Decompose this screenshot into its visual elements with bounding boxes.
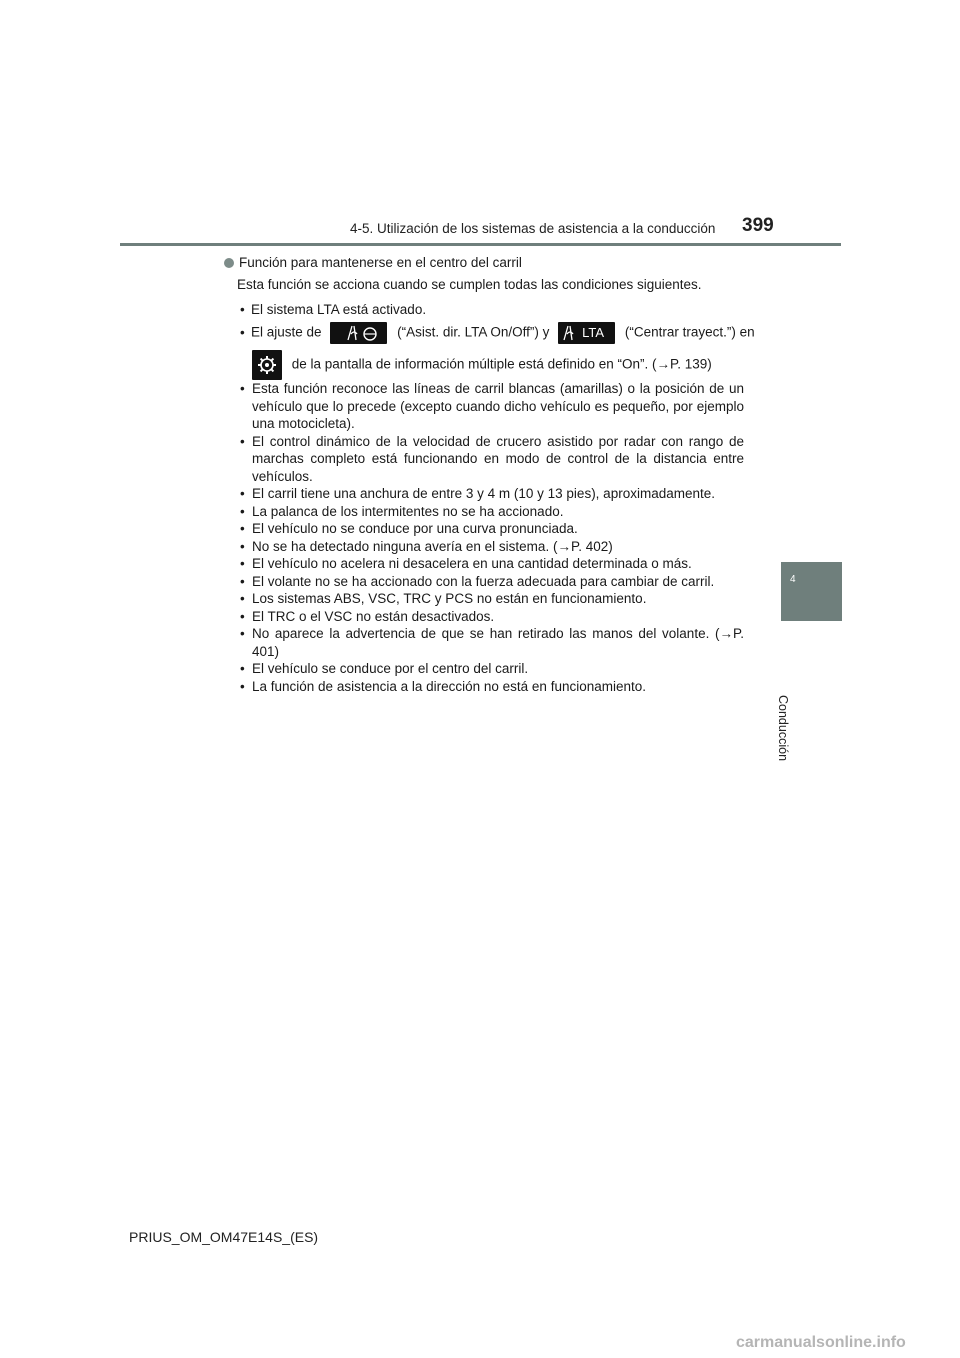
- list-item: • El vehículo no acelera ni desacelera en una cantidad determinada o más.: [240, 555, 744, 573]
- list-item: • El TRC o el VSC no están desactivados.: [240, 608, 744, 626]
- header-rule: [120, 243, 841, 246]
- conditions-list: [240, 380, 744, 695]
- condition-text: El ajuste de: [251, 324, 322, 340]
- list-item: • Los sistemas ABS, VSC, TRC y PCS no están en funcionamiento.: [240, 590, 744, 608]
- section-intro: Esta función se acciona cuando se cumplen todas las condiciones siguientes.: [237, 277, 702, 292]
- section-title: [224, 255, 522, 270]
- condition-text: de la pantalla de información múltiple está definido en “On”. (→P. 139): [291, 356, 712, 372]
- list-item: • No se ha detectado ninguna avería en el sistema. (→P. 402): [240, 538, 744, 556]
- condition-item-1: [240, 302, 426, 317]
- list-bullet: •: [240, 324, 245, 340]
- chapter-side-tab-number: 4: [790, 574, 796, 585]
- list-item: • La función de asistencia a la dirección no está en funcionamiento.: [240, 678, 744, 696]
- page-number: 399: [742, 215, 774, 236]
- condition-item-2: [240, 322, 755, 344]
- list-item: • El control dinámico de la velocidad de crucero asistido por radar con rango de marchas completo está funcionando en modo de control de la distancia entre vehículos.: [240, 433, 744, 486]
- footer-code: PRIUS_OM_OM47E14S_(ES): [129, 1229, 319, 1245]
- lta-steering-assist-icon: [330, 322, 387, 344]
- lta-icon-label: LTA: [582, 325, 605, 340]
- list-item: • No aparece la advertencia de que se han retirado las manos del volante. (→P. 401): [240, 625, 744, 660]
- lta-centering-icon: [558, 322, 615, 344]
- gear-icon: [252, 350, 282, 380]
- watermark: carmanualsonline.info: [736, 1334, 906, 1351]
- list-item: • El vehículo se conduce por el centro del carril.: [240, 660, 744, 678]
- condition-text: (“Asist. dir. LTA On/Off”) y: [397, 324, 550, 340]
- condition-item-2-continued: [252, 350, 712, 380]
- list-item: • El carril tiene una anchura de entre 3 y 4 m (10 y 13 pies), aproximadamente.: [240, 485, 744, 503]
- condition-text: (“Centrar trayect.”) en: [624, 324, 755, 340]
- chapter-side-tab: [781, 562, 842, 621]
- chapter-side-label: Conducción: [776, 695, 790, 762]
- list-bullet: •: [240, 302, 245, 317]
- list-item: • El vehículo no se conduce por una curva pronunciada.: [240, 520, 744, 538]
- list-item: • Esta función reconoce las líneas de carril blancas (amarillas) o la posición de un vehículo que lo precede (excepto cuando dicho vehículo es pequeño, por ejemplo una motocicleta).: [240, 380, 744, 433]
- condition-text: El sistema LTA está activado.: [251, 302, 427, 317]
- bullet-circle-icon: [224, 258, 234, 268]
- list-item: • El volante no se ha accionado con la fuerza adecuada para cambiar de carril.: [240, 573, 744, 591]
- list-item: • La palanca de los intermitentes no se ha accionado.: [240, 503, 744, 521]
- section-title-text: Función para mantenerse en el centro del carril: [239, 255, 522, 270]
- page-header-section: 4-5. Utilización de los sistemas de asistencia a la conducción: [350, 221, 716, 236]
